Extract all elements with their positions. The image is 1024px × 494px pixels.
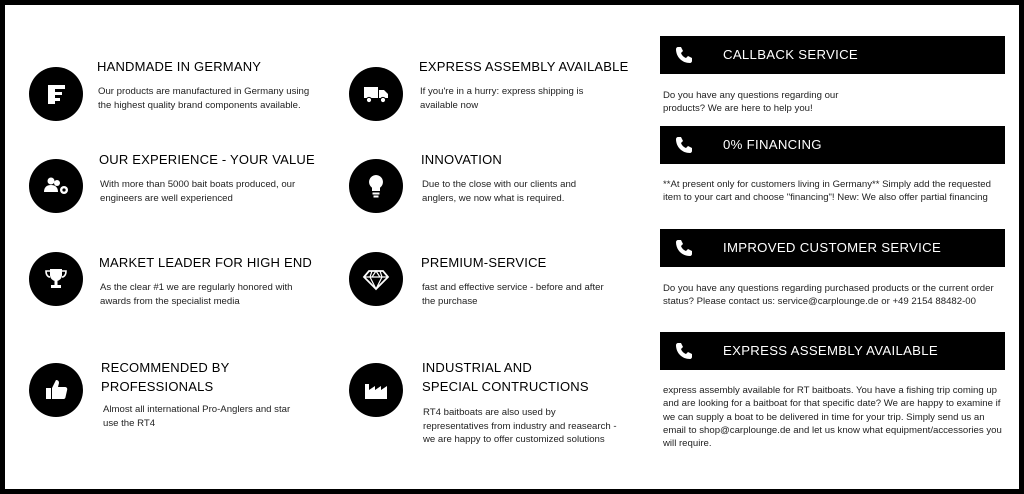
- service-title-callback: CALLBACK SERVICE: [723, 47, 859, 62]
- feature-title-premium: PREMIUM-SERVICE: [421, 255, 547, 270]
- service-bar-customer-service: [660, 229, 1005, 267]
- phone-icon: [674, 45, 694, 65]
- thumbs-up-icon: [29, 363, 83, 417]
- feature-title-express: EXPRESS ASSEMBLY AVAILABLE: [419, 59, 629, 74]
- truck-icon: [349, 67, 403, 121]
- hand-pointing-icon: [29, 67, 83, 121]
- feature-desc-recommended: Almost all international Pro-Anglers and star use the RT4: [103, 404, 291, 429]
- feature-desc-handmade: Our products are manufactured in Germany using the highest quality brand components available.: [98, 86, 310, 111]
- phone-icon: [674, 238, 694, 258]
- feature-desc-market-leader: As the clear #1 we are regularly honored with awards from the specialist media: [100, 282, 293, 307]
- feature-title-experience: OUR EXPERIENCE - YOUR VALUE: [99, 152, 315, 167]
- feature-title-innovation: INNOVATION: [421, 152, 502, 167]
- feature-title-industrial-line1: INDUSTRIAL AND: [422, 360, 532, 375]
- service-title-customer-service: IMPROVED CUSTOMER SERVICE: [723, 240, 942, 255]
- feature-desc-innovation: Due to the close with our clients and anglers, we now what is required.: [422, 179, 577, 204]
- diamond-icon: [349, 252, 403, 306]
- service-title-express: EXPRESS ASSEMBLY AVAILABLE: [723, 343, 938, 358]
- service-bar-express: [660, 332, 1005, 370]
- feature-desc-experience: With more than 5000 bait boats produced, our engineers are well experienced: [100, 179, 296, 204]
- service-text-callback: Do you have any questions regarding our products? We are here to help you!: [663, 90, 839, 115]
- feature-title-recommended-line2: PROFESSIONALS: [101, 379, 214, 394]
- service-title-financing: 0% FINANCING: [723, 137, 822, 152]
- factory-icon: [349, 363, 403, 417]
- phone-icon: [674, 341, 694, 361]
- service-text-express: express assembly available for RT baitboats. You have a fishing trip coming up and are looking for a baitboat for that specific date? We are happy to examine if we can supply a boat to be delivered in time for your trip. Simply send us an email to shop@carplounge.de and let us know what equipment/accessories you will require.: [663, 385, 1002, 450]
- feature-title-market-leader: MARKET LEADER FOR HIGH END: [99, 255, 312, 270]
- feature-title-industrial-line2: SPECIAL CONTRUCTIONS: [422, 379, 589, 394]
- phone-icon: [674, 135, 694, 155]
- feature-desc-express: If you're in a hurry: express shipping is available now: [420, 86, 584, 111]
- trophy-icon: [29, 252, 83, 306]
- service-bar-callback: [660, 36, 1005, 74]
- feature-title-recommended-line1: RECOMMENDED BY: [101, 360, 230, 375]
- lightbulb-icon: [349, 159, 403, 213]
- feature-desc-premium: fast and effective service - before and after the purchase: [422, 282, 604, 307]
- feature-title-handmade: HANDMADE IN GERMANY: [97, 59, 262, 74]
- service-text-customer-service: Do you have any questions regarding purchased products or the current order status? Please contact us: service@carplounge.de or +49 2154 88482-00: [663, 283, 994, 308]
- feature-desc-industrial: RT4 baitboats are also used by representatives from industry and reasearch - we are happy to offer customized solutions: [423, 407, 617, 445]
- service-bar-financing: [660, 126, 1005, 164]
- users-gear-icon: [29, 159, 83, 213]
- service-text-financing: **At present only for customers living in Germany** Simply add the requested item to your cart and choose "financing"! New: We also offer partial financing: [663, 179, 991, 204]
